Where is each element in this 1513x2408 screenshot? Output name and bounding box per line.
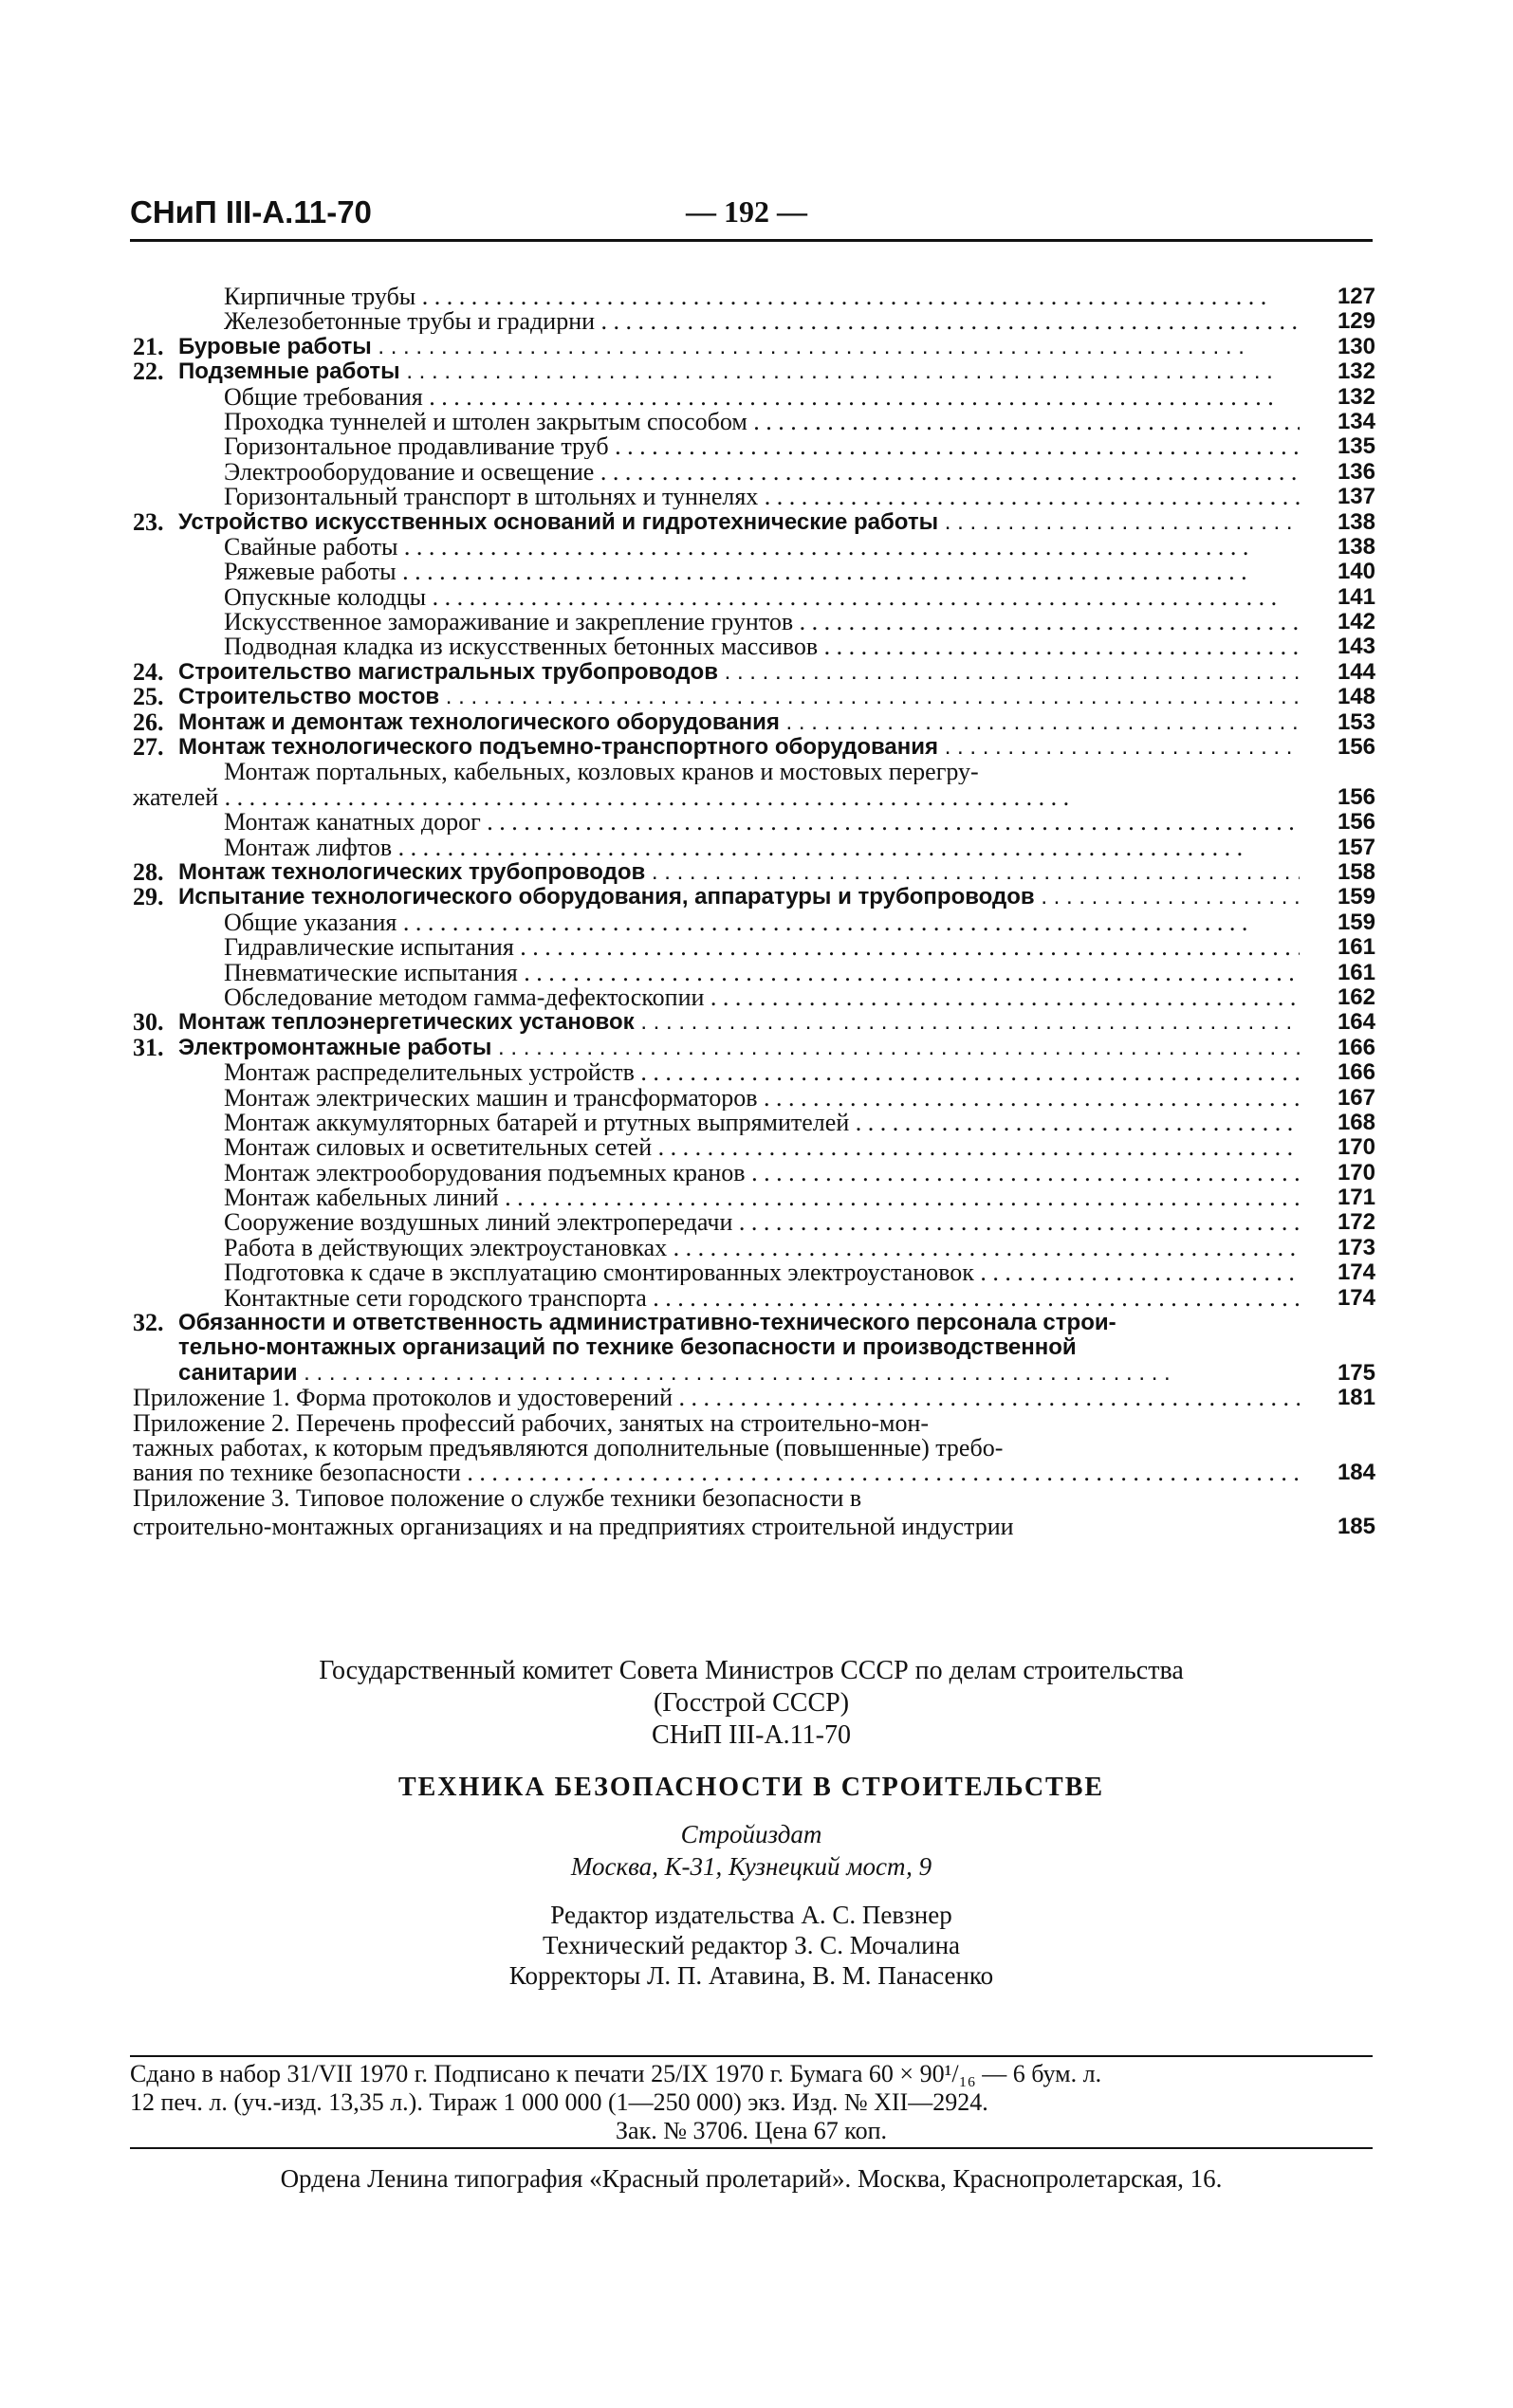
toc-entry-title: Подготовка к сдаче в эксплуатацию смонтированных электроустановок . . . <box>224 1260 1300 1285</box>
publication-rule-top <box>130 2055 1373 2057</box>
toc-entry-title: Проходка туннелей и штолен закрытым способом . . . <box>224 410 1300 434</box>
toc-entry-title: тельно-монтажных организаций по технике безопасности и производственной <box>178 1335 1077 1361</box>
toc-entry-title: Железобетонные трубы и градирни . . . <box>224 309 1300 334</box>
toc-entry-number: 25. <box>133 683 164 711</box>
editor-line: Редактор издательства А. С. Певзнер <box>550 1901 952 1929</box>
toc-entry-page: 181 <box>1337 1385 1375 1411</box>
toc-entry-page: 159 <box>1337 884 1375 910</box>
toc-entry-title: строительно-монтажных организациях и на предприятиях строительной индустрии <box>133 1515 1014 1540</box>
toc-entry-page: 158 <box>1337 858 1375 885</box>
toc-entry-title: Испытание технологического оборудования, аппаратуры и трубопроводов . . . <box>178 885 1300 910</box>
toc-entry <box>133 810 1375 835</box>
toc-entry-title: Общие требования . . . <box>224 385 1300 410</box>
toc-entry <box>133 836 1375 860</box>
toc-entry <box>133 1386 1375 1410</box>
toc-entry <box>133 359 1375 384</box>
toc-entry-page: 134 <box>1337 408 1375 434</box>
toc-entry-page: 162 <box>1337 983 1375 1010</box>
tech-editor-line: Технический редактор З. С. Мочалина <box>542 1931 961 1959</box>
toc-entry-title: Монтаж кабельных линий . . . <box>224 1186 1300 1210</box>
toc-entry-title: Подземные работы . . . <box>178 359 1300 384</box>
toc-entry-title: Монтаж канатных дорог . . . <box>224 810 1300 835</box>
toc-entry-title: Монтаж аккумуляторных батарей и ртутных выпрямителей . . . <box>224 1111 1300 1135</box>
correctors-line: Корректоры Л. П. Атавина, В. М. Панасенко <box>508 1961 994 1990</box>
toc-entry-title: Ряжевые работы . . . <box>224 560 1300 584</box>
toc-entry-title: Приложение 1. Форма протоколов и удостоверений . . . <box>133 1386 1300 1410</box>
publication-line-1: Сдано в набор 31/VII 1970 г. Подписано к печати 25/IX 1970 г. Бумага 60 × 90¹/₁₆ — 6 бум. л. <box>130 2060 1102 2087</box>
toc-entry-page: 132 <box>1337 383 1375 410</box>
toc-entry <box>133 1260 1375 1285</box>
toc-entry-page: 166 <box>1337 1034 1375 1060</box>
toc-entry <box>133 857 1375 886</box>
toc-entry-title: Пневматические испытания . . . <box>224 961 1300 985</box>
toc-entry <box>133 657 1375 686</box>
toc-entry-title: Искусственное замораживание и закрепление грунтов . . . <box>224 610 1300 634</box>
toc-entry <box>133 785 1375 810</box>
toc-entry-number: 27. <box>133 733 164 762</box>
toc-entry-title: Горизонтальный транспорт в штольнях и туннелях . . . <box>224 485 1300 509</box>
toc-entry <box>133 610 1375 634</box>
toc-entry <box>133 1236 1375 1260</box>
toc-entry <box>133 1060 1375 1085</box>
toc-entry <box>133 585 1375 610</box>
toc-entry-page: 185 <box>1337 1514 1375 1540</box>
toc-entry-page: 170 <box>1337 1134 1375 1161</box>
page-number: — 192 — <box>686 194 807 229</box>
toc-entry-page: 137 <box>1337 484 1375 510</box>
toc-entry-title: Устройство искусственных оснований и гидротехнические работы . . . <box>178 510 1300 535</box>
toc-entry <box>133 1361 1375 1386</box>
toc-entry-page: 164 <box>1337 1009 1375 1036</box>
toc-entry <box>133 1436 1375 1461</box>
committee-line: Государственный комитет Совета Министров СССР по делам строительства <box>319 1656 1184 1685</box>
toc-entry <box>133 285 1375 309</box>
toc-entry-page: 127 <box>1337 284 1375 309</box>
toc-entry-title: Строительство мостов . . . <box>178 685 1300 709</box>
toc-entry <box>133 910 1375 935</box>
toc-entry-page: 174 <box>1337 1284 1375 1311</box>
toc-entry-title: Опускные колодцы . . . <box>224 585 1300 610</box>
toc-entry-title: Гидравлические испытания . . . <box>224 935 1300 960</box>
toc-entry-page: 148 <box>1337 684 1375 710</box>
toc-entry <box>133 332 1375 360</box>
toc-entry <box>133 410 1375 434</box>
toc-entry <box>133 1411 1375 1436</box>
toc-entry-page: 171 <box>1337 1185 1375 1211</box>
toc-entry <box>133 1010 1375 1035</box>
toc-entry <box>133 507 1375 536</box>
toc-entry <box>133 1186 1375 1210</box>
toc-entry-title: Монтаж портальных, кабельных, козловых кранов и мостовых перегру- <box>224 760 979 785</box>
toc-entry-number: 31. <box>133 1033 164 1061</box>
toc-entry-title: Обязанности и ответственность административно-технического персонала строи- <box>178 1311 1116 1336</box>
toc-entry-page: 132 <box>1337 358 1375 385</box>
toc-entry-page: 136 <box>1337 458 1375 485</box>
book-title: ТЕХНИКА БЕЗОПАСНОСТИ В СТРОИТЕЛЬСТВЕ <box>397 1773 1105 1802</box>
toc-entry-page: 168 <box>1337 1109 1375 1135</box>
toc-entry <box>133 1111 1375 1135</box>
toc-entry-page: 157 <box>1337 834 1375 860</box>
toc-entry <box>133 1461 1375 1485</box>
toc-entry <box>133 1033 1375 1061</box>
toc-entry-page: 161 <box>1337 934 1375 961</box>
toc-entry-title: Обследование методом гамма-дефектоскопии . . . <box>224 985 1300 1010</box>
toc-entry <box>133 760 1375 784</box>
toc-entry-page: 175 <box>1337 1359 1375 1386</box>
toc-entry-number: 30. <box>133 1008 164 1037</box>
toc-entry-number: 21. <box>133 332 164 360</box>
toc-entry-number: 22. <box>133 358 164 386</box>
publisher-address: Москва, К-31, Кузнецкий мост, 9 <box>570 1852 932 1881</box>
toc-entry <box>133 434 1375 459</box>
publication-line-2: 12 печ. л. (уч.-изд. 13,35 л.). Тираж 1 000 000 (1—250 000) экз. Изд. № XII—2924. <box>130 2088 988 2116</box>
toc-entry <box>133 1335 1375 1360</box>
toc-entry-number: 26. <box>133 708 164 736</box>
toc-entry-title: Свайные работы . . . <box>224 535 1300 560</box>
toc-entry-title: Приложение 3. Типовое положение о службе техники безопасности в <box>133 1485 862 1511</box>
toc-entry-title: Монтаж теплоэнергетических установок . . . <box>178 1010 1300 1035</box>
toc-entry-title: Контактные сети городского транспорта . . . <box>224 1286 1300 1311</box>
toc-entry-page: 140 <box>1337 559 1375 585</box>
toc-entry-page: 135 <box>1337 433 1375 460</box>
toc-entry-title: Кирпичные трубы . . . <box>224 285 1300 309</box>
toc-entry-title: Приложение 2. Перечень профессий рабочих, занятых на строительно-мон- <box>133 1410 930 1436</box>
toc-entry-title: санитарии . . . <box>178 1361 1300 1386</box>
toc-entry-page: 184 <box>1337 1460 1375 1486</box>
toc-entry-title: Подводная кладка из искусственных бетонных массивов . . . <box>224 634 1300 659</box>
toc-entry <box>133 1311 1375 1335</box>
toc-entry-title: Электрооборудование и освещение . . . <box>224 460 1300 485</box>
toc-entry <box>133 485 1375 509</box>
toc-entry-title: Работа в действующих электроустановках . . . <box>224 1236 1300 1260</box>
toc-entry-number: 28. <box>133 857 164 886</box>
toc-entry-title: Сооружение воздушных линий электропередачи . . . <box>224 1210 1300 1235</box>
gosstroy-line: (Госстрой СССР) <box>653 1688 850 1718</box>
toc-entry-page: 141 <box>1337 583 1375 610</box>
toc-entry <box>133 1210 1375 1235</box>
toc-entry-title: Строительство магистральных трубопроводов . . . <box>178 660 1300 685</box>
toc-entry-page: 167 <box>1337 1084 1375 1111</box>
toc-entry <box>133 1486 1375 1511</box>
toc-entry <box>133 685 1375 709</box>
publication-details <box>130 2060 1373 2145</box>
toc-entry-page: 130 <box>1337 333 1375 359</box>
toc-entry-page: 156 <box>1337 809 1375 836</box>
imprint-block <box>130 1655 1373 1991</box>
toc-entry-page: 142 <box>1337 609 1375 635</box>
toc-entry-title: Буровые работы . . . <box>178 335 1300 359</box>
toc-entry <box>133 1086 1375 1111</box>
toc-entry-page: 138 <box>1337 533 1375 560</box>
toc-entry-title: жателей . . . <box>133 785 1300 810</box>
toc-entry <box>133 985 1375 1010</box>
toc-entry-page: 173 <box>1337 1234 1375 1260</box>
toc-entry <box>133 1135 1375 1160</box>
toc-entry <box>133 1515 1375 1539</box>
toc-entry-title: Монтаж силовых и осветительных сетей . . . <box>224 1135 1300 1160</box>
toc-entry <box>133 634 1375 659</box>
toc-entry-title: Монтаж распределительных устройств . . . <box>224 1060 1300 1085</box>
toc-entry-page: 159 <box>1337 909 1375 935</box>
publication-line-3: Зак. № 3706. Цена 67 коп. <box>616 2117 887 2144</box>
imprint-code: СНиП III-А.11-70 <box>652 1720 851 1750</box>
toc-entry-page: 156 <box>1337 783 1375 810</box>
toc-entry-title: тажных работах, к которым предъявляются дополнительные (повышенные) требо- <box>133 1435 1004 1461</box>
toc-entry-page: 161 <box>1337 959 1375 985</box>
toc-entry-title: Монтаж электрооборудования подъемных кранов . . . <box>224 1161 1300 1186</box>
page-header <box>130 194 1373 242</box>
toc-entry-title: Общие указания . . . <box>224 910 1300 935</box>
toc-entry-title: Монтаж электрических машин и трансформаторов . . . <box>224 1086 1300 1111</box>
document-code: СНиП III-А.11-70 <box>130 194 372 230</box>
toc-entry <box>133 1286 1375 1311</box>
toc-entry-page: 174 <box>1337 1259 1375 1286</box>
toc-entry-number: 24. <box>133 657 164 686</box>
toc-entry <box>133 560 1375 584</box>
toc-entry-page: 144 <box>1337 658 1375 685</box>
toc-entry-page: 156 <box>1337 734 1375 761</box>
publisher-name: Стройиздат <box>680 1820 822 1848</box>
toc-entry-title: вания по технике безопасности . . . <box>133 1461 1300 1485</box>
toc-entry-title: Электромонтажные работы . . . <box>178 1036 1300 1060</box>
toc-entry-page: 143 <box>1337 634 1375 660</box>
toc-entry-page: 166 <box>1337 1059 1375 1086</box>
toc-entry-number: 32. <box>133 1309 164 1337</box>
toc-entry <box>133 961 1375 985</box>
toc-entry-title: Монтаж технологических трубопроводов . . . <box>178 860 1300 885</box>
toc-entry-title: Монтаж и демонтаж технологического оборудования . . . <box>178 710 1300 735</box>
toc-entry-title: Монтаж лифтов . . . <box>224 836 1300 860</box>
toc-entry-page: 153 <box>1337 708 1375 735</box>
toc-entry-page: 172 <box>1337 1209 1375 1236</box>
toc-entry-page: 170 <box>1337 1159 1375 1186</box>
toc-entry-page: 138 <box>1337 508 1375 535</box>
header-rule <box>130 239 1373 242</box>
toc-entry <box>133 535 1375 560</box>
printer-line: Ордена Ленина типография «Красный пролетарий». Москва, Краснопролетарская, 16. <box>280 2164 1223 2193</box>
toc-entry <box>133 710 1375 735</box>
table-of-contents <box>133 285 1375 1540</box>
toc-entry <box>133 735 1375 760</box>
toc-entry-title: Горизонтальное продавливание труб . . . <box>224 434 1300 459</box>
toc-entry-title: Монтаж технологического подъемно-транспортного оборудования . . . <box>178 735 1300 760</box>
toc-entry-number: 23. <box>133 507 164 536</box>
publication-rule-bottom <box>130 2147 1373 2149</box>
toc-entry <box>133 885 1375 910</box>
toc-entry-number: 29. <box>133 883 164 911</box>
toc-entry-page: 129 <box>1337 308 1375 335</box>
toc-entry <box>133 935 1375 960</box>
toc-entry <box>133 1161 1375 1186</box>
toc-entry <box>133 385 1375 410</box>
toc-entry <box>133 309 1375 334</box>
toc-entry <box>133 460 1375 485</box>
